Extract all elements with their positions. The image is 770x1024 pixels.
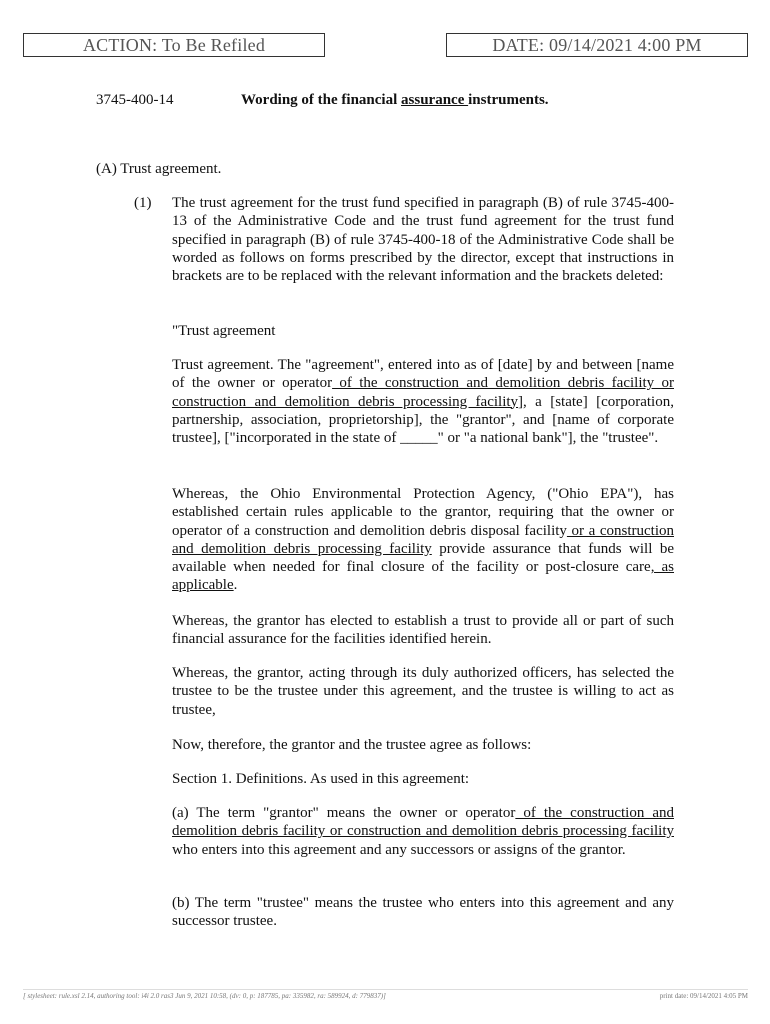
rule-title-insertion: assurance (401, 92, 469, 108)
def-a-text-b: who enters into this agreement and any successors or assigns of the grantor. (172, 841, 626, 858)
rule-title-pre: Wording of the financial (241, 92, 402, 108)
def-a-text-a: (a) The term "grantor" means the owner or operator (172, 805, 516, 821)
rule-title (241, 92, 549, 109)
trust-agreement-heading: "Trust agreement (172, 323, 276, 339)
whereas-paragraph-3: Whereas, the grantor, acting through its duly authorized officers, has selected the trustee to be the trustee under this agreement, and the trustee is willing to act as trustee, (172, 665, 674, 718)
def-a-insertion: of the construction and demolition debris facility or construction and demolition debris processing facility (172, 805, 674, 840)
trust-intro-text-a: Trust agreement. The "agreement", entered into as of [date] by and between [name of the owner or operator (172, 357, 674, 392)
definition-a (172, 804, 674, 859)
trust-intro-text-b: ], a [state] [corporation, partnership, association, proprietorship], the "grantor", and [name of corporate trustee], ["incorporated in the state of _____" or "a national bank"], the "trustee". (172, 393, 674, 447)
footer-print-date: print date: 09/14/2021 4:05 PM (659, 992, 748, 1000)
whereas1-text-c: . (233, 577, 238, 594)
whereas1-text-b: provide assurance that funds will be available when needed for final closure of the facility or post-closure care (172, 540, 674, 576)
whereas-paragraph-2: Whereas, the grantor has elected to establish a trust to provide all or part of such financial assurance for the facilities identified herein. (172, 613, 674, 648)
section-1-heading: Section 1. Definitions. As used in this agreement: (172, 771, 470, 787)
section-a-heading: (A) Trust agreement. (96, 161, 222, 177)
rule-title-post: instruments. (468, 92, 549, 108)
paragraph-1-label: (1) (134, 195, 152, 211)
whereas1-insertion-2: , as applicable (172, 559, 674, 594)
rule-number: 3745-400-14 (96, 92, 174, 108)
paragraph-1 (134, 194, 674, 285)
whereas-paragraph-1 (172, 485, 674, 595)
whereas1-insertion-1: or a construction and demolition debris processing facility (172, 522, 674, 557)
whereas1-text-a: Whereas, the Ohio Environmental Protection Agency, ("Ohio EPA"), has established certain rules applicable to the grantor, requiring that the owner or operator of a construction and demolition debris disposal facility (172, 486, 674, 539)
trust-agreement-intro (172, 356, 674, 447)
action-header-box: ACTION: To Be Refiled (23, 33, 325, 57)
date-header-box: DATE: 09/14/2021 4:00 PM (446, 33, 748, 57)
now-therefore-paragraph: Now, therefore, the grantor and the trustee agree as follows: (172, 737, 532, 753)
trust-intro-insertion: of the construction and demolition debris facility or construction and demolition debris processing facility (172, 375, 674, 410)
paragraph-1-text: The trust agreement for the trust fund specified in paragraph (B) of rule 3745-400-13 of the Administrative Code and the trust fund agreement for the trust fund specified in paragraph (B) of rule 3745-400-18 of the Administrative Code shall be worded as follows on forms prescribed by the director, except that instructions in brackets are to be replaced with the relevant information and the brackets deleted: (172, 195, 674, 285)
footer-stylesheet-info: [ stylesheet: rule.xsl 2.14, authoring tool: i4i 2.0 ras3 Jun 9, 2021 10:58, (dv: 0, p: 187785, pa: 335982, ra: 589924, d: 779837)] (23, 992, 386, 1000)
definition-b: (b) The term "trustee" means the trustee who enters into this agreement and any successor trustee. (172, 895, 674, 930)
footer-divider (23, 989, 748, 990)
